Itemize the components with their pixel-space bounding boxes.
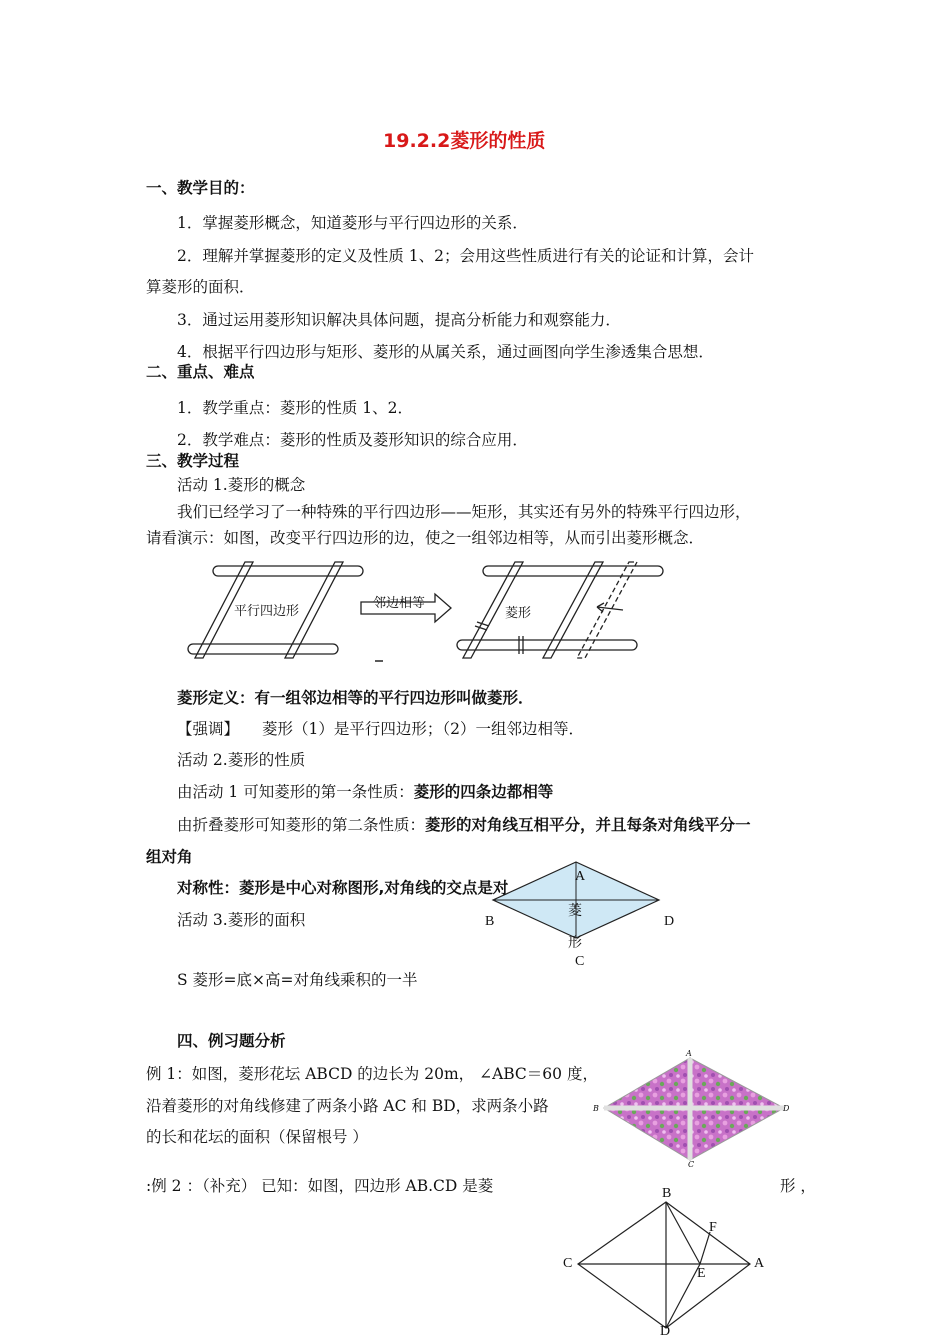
rhombus-definition: 菱形定义：有一组邻边相等的平行四边形叫做菱形． bbox=[177, 689, 534, 707]
example1-line: 的长和花坛的面积（保留根号 ） bbox=[146, 1128, 368, 1146]
fig2-label-E: E bbox=[697, 1266, 706, 1281]
property1 bbox=[177, 782, 553, 802]
example1-line: 沿着菱形的对角线修建了两条小路 AC 和 BD，求两条小路 bbox=[146, 1097, 549, 1115]
example2-line-end: 形 ， bbox=[780, 1177, 816, 1195]
intro-line: 我们已经学习了一种特殊的平行四边形——矩形，其实还有另外的特殊平行四边形， bbox=[177, 503, 751, 521]
fig2-label-C: C bbox=[563, 1256, 573, 1271]
objective-item: 算菱形的面积． bbox=[146, 278, 255, 296]
emphasis-tag: 【强调】 bbox=[177, 720, 240, 738]
objective-item: 1．掌握菱形概念，知道菱形与平行四边形的关系． bbox=[177, 214, 528, 232]
garden-label-D: D bbox=[783, 1104, 790, 1113]
symmetry-property: 对称性：菱形是中心对称图形,对角线的交点是对 bbox=[177, 879, 509, 897]
activity1-title: 活动 1.菱形的概念 bbox=[177, 476, 306, 494]
section2-heading: 二、重点、难点 bbox=[146, 363, 255, 381]
property2-prefix: 由折叠菱形可知菱形的第二条性质： bbox=[177, 816, 426, 834]
vertex-label-D: D bbox=[664, 914, 675, 929]
property2-bold: 菱形的对角线互相平分，并且每条对角线平分一 bbox=[425, 816, 751, 834]
keypoint-item: 1．教学重点：菱形的性质 1、2． bbox=[177, 399, 414, 417]
arrow-label: 邻边相等 bbox=[373, 596, 426, 611]
intro-line: 请看演示：如图，改变平行四边形的边，使之一组邻边相等，从而引出菱形概念． bbox=[146, 529, 705, 547]
fig2-label-D: D bbox=[660, 1324, 671, 1339]
property2 bbox=[177, 815, 751, 835]
activity2-title: 活动 2.菱形的性质 bbox=[177, 751, 306, 769]
section4-heading: 四、例习题分析 bbox=[177, 1032, 286, 1050]
example2-figure bbox=[570, 1198, 770, 1338]
garden-label-B: B bbox=[593, 1104, 599, 1113]
objective-item: 4．根据平行四边形与矩形、菱形的从属关系，通过画图向学生渗透集合思想． bbox=[177, 343, 714, 361]
vertex-label-B: B bbox=[485, 914, 495, 929]
vertex-label-C: C bbox=[575, 954, 585, 969]
section3-heading: 三、教学过程 bbox=[146, 452, 240, 470]
diamond-char: 形 bbox=[568, 936, 582, 951]
vertex-label-A: A bbox=[575, 869, 586, 884]
rhombus-label: 菱形 bbox=[505, 606, 532, 621]
area-formula: S 菱形=底×高=对角线乘积的一半 bbox=[177, 971, 418, 989]
garden-label-C: C bbox=[688, 1160, 695, 1169]
property1-bold: 菱形的四条边都相等 bbox=[413, 783, 554, 801]
example1-line: 例 1：如图，菱形花坛 ABCD 的边长为 20m， ∠ABC＝60 度， bbox=[146, 1065, 598, 1083]
page-title: 19.2.2菱形的性质 bbox=[383, 130, 546, 152]
objective-item: 3．通过运用菱形知识解决具体问题，提高分析能力和观察能力． bbox=[177, 311, 621, 329]
parallelogram-label: 平行四边形 bbox=[234, 604, 300, 619]
objective-item: 2．理解并掌握菱形的定义及性质 1、2；会用这些性质进行有关的论证和计算，会计 bbox=[177, 247, 755, 265]
property2-continued: 组对角 bbox=[146, 848, 193, 866]
keypoint-item: 2．教学难点：菱形的性质及菱形知识的综合应用． bbox=[177, 431, 528, 449]
property1-prefix: 由活动 1 可知菱形的第一条性质： bbox=[177, 783, 414, 801]
section1-heading: 一、教学目的： bbox=[146, 179, 255, 197]
fig2-label-A: A bbox=[754, 1256, 765, 1271]
diamond-char: 菱 bbox=[568, 904, 582, 919]
fig2-label-B: B bbox=[662, 1186, 672, 1201]
garden-label-A: A bbox=[686, 1049, 692, 1058]
flower-garden-image bbox=[596, 1050, 792, 1166]
activity3-title: 活动 3.菱形的面积 bbox=[177, 911, 306, 929]
fig2-label-F: F bbox=[709, 1220, 717, 1235]
example2-line: :例 2 ：（补充） 已知：如图，四边形 AB.CD 是菱 bbox=[146, 1177, 494, 1195]
emphasis-text: 菱形（1）是平行四边形；（2）一组邻边相等． bbox=[262, 720, 584, 738]
